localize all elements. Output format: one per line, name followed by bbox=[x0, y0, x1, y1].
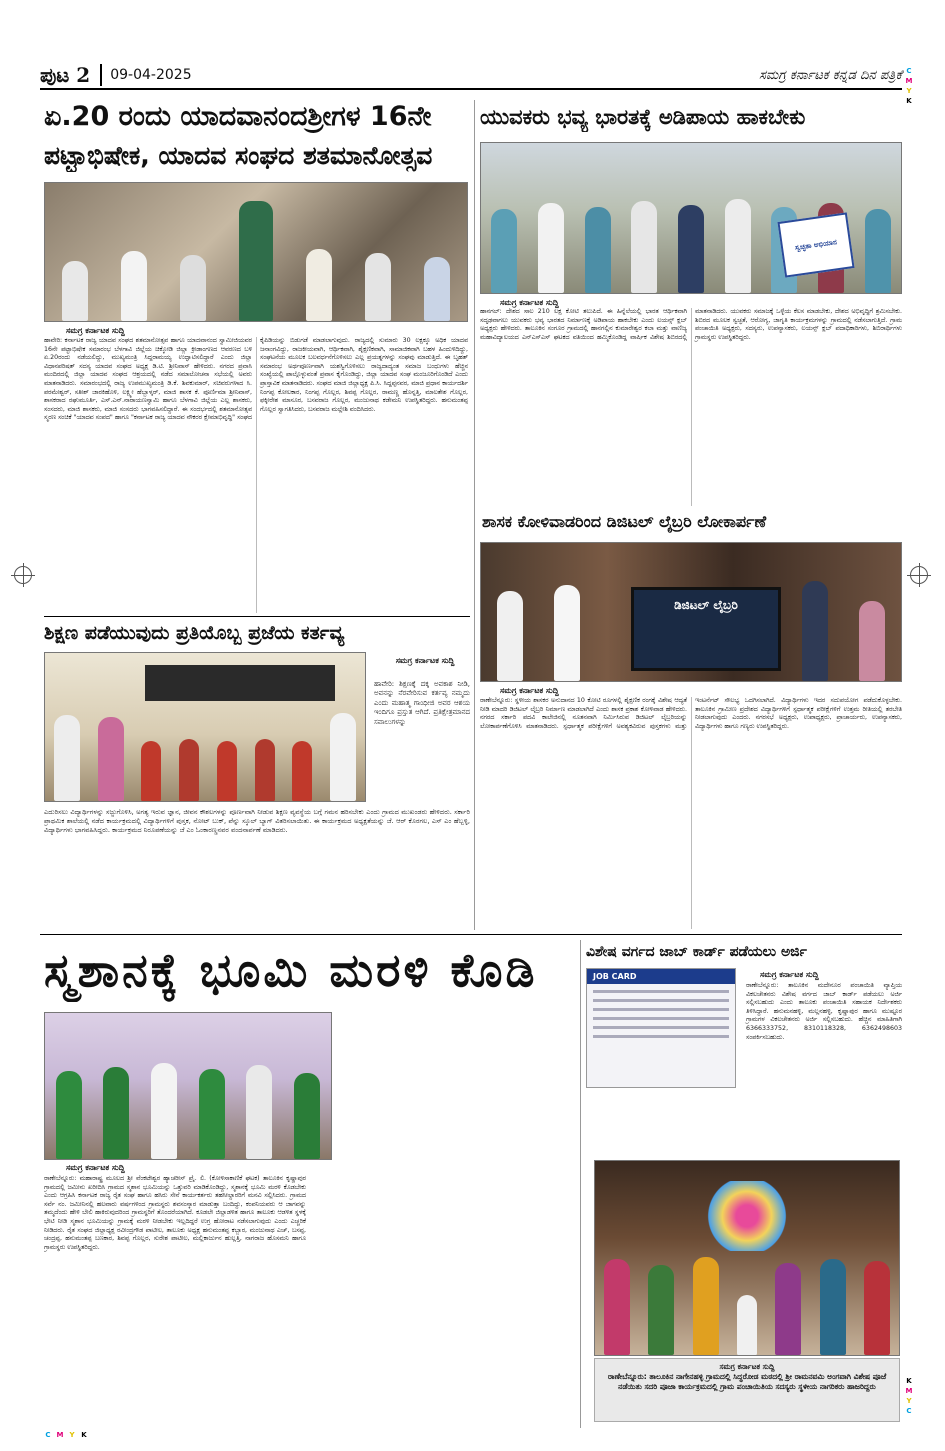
story1-headline-line2: ಪಟ್ಟಾಭಿಷೇಕ, ಯಾದವ ಸಂಘದ ಶತಮಾನೋತ್ಸವ bbox=[44, 141, 433, 170]
story4-byline: ಸಮಗ್ರ ಕರ್ನಾಟಕ ಸುದ್ದಿ bbox=[395, 656, 455, 665]
cmyk-k3: K bbox=[81, 1431, 87, 1439]
masthead bbox=[40, 62, 902, 90]
story6-headline: ವಿಶೇಷ ವರ್ಗದ ಜಾಬ್ ಕಾರ್ಡ್ ಪಡೆಯಲು ಅರ್ಜಿ bbox=[586, 944, 807, 960]
cmyk-m2: M bbox=[905, 1387, 913, 1395]
story4-body: ಎದುರಿಸಲು ವಿದ್ಯಾರ್ಥಿಗಳನ್ನು ಸಜ್ಜುಗೊಳಿಸಿ, ಅಗತ್ಯ ಇರುವ ಜ್ಞಾನ, ಜೀವನ ಕೌಶಲಗಳನ್ನು ಪೂರ್ಣವಾಗಿ ನೀಡುವ ಶಿಕ್ಷಣ ವ್ಯವಸ್ಥೆಯ ಬಗ್ಗೆ ಗಮನ ಹರಿಸಬೇಕು ಎಂದು ಗ್ರಾಮದ ಮುಖಂಡರು ಹೇಳಿದರು. ಸರ್ಕಾರಿ ಪ್ರಾಥಮಿಕ ಶಾಲೆಯಲ್ಲಿ ನಡೆದ ಕಾರ್ಯಕ್ರಮದಲ್ಲಿ ವಿದ್ಯಾರ್ಥಿಗಳಿಗೆ ಪುಸ್ತಕ, ನೋಟ್ ಬುಕ್, ಪೆನ್ನು ಸ್ಕೂಲ್ ಬ್ಯಾಗ್ ವಿತರಿಸಲಾಯಿತು. ಈ ಕಾರ್ಯಕ್ರಮದ ಅಧ್ಯಕ್ಷತೆಯನ್ನು ಜೆ. ಆರ್ ಕೊರಗಲ, ಎಸ್ ಎಂ ಹೆಬ್ಬಳ್ಳಿ, ವಿದ್ಯಾರ್ಥಿಗಳು ಭಾಗವಹಿಸಿದ್ದರು. ಕಾರ್ಯಕ್ರಮದ ನಿರೂಪಣೆಯನ್ನು ಜೆ ಎಂ ಓಂಕಾರಣ್ಣನವರ ವಂದನಾರ್ಪಣೆ ಮಾಡಿದರು. bbox=[44, 808, 470, 834]
story5-body-wrap bbox=[44, 1011, 576, 1423]
story2-headline: ಯುವಕರು ಭವ್ಯ ಭಾರತಕ್ಕೆ ಅಡಿಪಾಯ ಹಾಕಬೇಕು bbox=[480, 105, 806, 129]
cmyk-y: Y bbox=[906, 87, 912, 95]
cmyk-strip-footer bbox=[42, 1430, 102, 1440]
story4-top-rule bbox=[44, 616, 470, 617]
story2-byline: ಸಮಗ್ರ ಕರ್ನಾಟಕ ಸುದ್ದಿ bbox=[500, 298, 559, 307]
registration-mark-left bbox=[14, 566, 32, 584]
cmyk-m: M bbox=[905, 77, 913, 85]
story6-byline: ಸಮಗ್ರ ಕರ್ನಾಟಕ ಸುದ್ದಿ bbox=[760, 970, 819, 979]
bottom-column-divider bbox=[580, 940, 581, 1428]
cmyk-y3: Y bbox=[69, 1431, 75, 1439]
story3-photo bbox=[480, 542, 902, 682]
story5-byline: ಸಮಗ್ರ ಕರ್ನಾಟಕ ಸುದ್ದಿ bbox=[66, 1163, 125, 1172]
story5-headline: ಸ್ಮಶಾನಕ್ಕೆ ಭೂಮಿ ಮರಳಿ ಕೊಡಿ bbox=[44, 943, 538, 997]
column-divider bbox=[474, 100, 475, 930]
cmyk-y2: Y bbox=[906, 1397, 912, 1405]
story4-lead: ಹಾವೇರಿ: ಶಿಕ್ಷಣಕ್ಕೆ ದಕ್ಕ ಅವಕಾಶ ನೀಡಿ, ಅವನನ್ನು ನೆರವೇರಿಸುವ ಕರ್ತವ್ಯ ನಮ್ಮದು ಎಂದು ಮಹಾತ್ಮ ಗಾಂಧೀಜಿ ಅವರ ಆಶಯ ಇಂದಿಗೂ ಪ್ರಸ್ತುತ ಆಗಿದೆ. ಪ್ರತಿಕ್ಷೇತ್ರಮಾನದ ಸವಾಲುಗಳನ್ನು bbox=[374, 680, 470, 726]
ramanavami-caption bbox=[594, 1358, 900, 1422]
story1-photo bbox=[44, 182, 468, 322]
story5-photo-spacer bbox=[44, 1011, 306, 1175]
cmyk-m3: M bbox=[56, 1431, 64, 1439]
cmyk-strip-bottom bbox=[904, 1376, 914, 1416]
cmyk-c: C bbox=[906, 67, 912, 75]
story6-body-wrap bbox=[586, 982, 902, 1142]
page-label: ಪುಟ 2 bbox=[40, 63, 91, 87]
story4-photo bbox=[44, 652, 366, 802]
masthead-divider bbox=[100, 64, 102, 86]
story3-headline: ಶಾಸಕ ಕೋಳಿವಾಡರಿಂದ ಡಿಜಿಟಲ್ ಲೈಬ್ರರಿ ಲೋಕಾರ್ಪಣೆ bbox=[482, 512, 767, 531]
bottom-section-rule bbox=[40, 934, 902, 935]
story1-byline: ಸಮಗ್ರ ಕರ್ನಾಟಕ ಸುದ್ದಿ bbox=[66, 326, 125, 335]
story3-body: ರಾಣೇಬೆನ್ನೂರು: ಸ್ಥಳೀಯ ಶಾಸಕರ ಅನುದಾನದ 10 ಕೋಟಿ ರೂಗಳಲ್ಲಿ ಶೈಕ್ಷಣಿಕ ರಂಗಕ್ಕೆ ವಿಶೇಷ ಆದ್ಯತೆ ನೀಡಿ ಮಾದರಿ ಡಿಜಿಟಲ್ ಲೈಬ್ರರಿ ನಿರ್ಮಾಣ ಮಾಡಲಾಗಿದೆ ಎಂದು ಶಾಸಕ ಪ್ರಕಾಶ ಕೋಳಿವಾಡ ಹೇಳಿದರು. ನಗರದ ಸರ್ಕಾರಿ ಪದವಿ ಕಾಲೇಜಿನಲ್ಲಿ ನೂತನವಾಗಿ ನಿರ್ಮಿಸಿರುವ ಡಿಜಿಟಲ್ ಲೈಬ್ರರಿಯನ್ನು ಲೋಕಾರ್ಪಣೆಗೊಳಿಸಿ ಮಾತನಾಡಿದರು. ಸ್ಪರ್ಧಾತ್ಮಕ ಪರೀಕ್ಷೆಗಳಿಗೆ ಅವಶ್ಯಕವಿರುವ ಪುಸ್ತಕಗಳು ಮತ್ತು ಇಂಟರ್ನೆಟ್ ಸೌಲಭ್ಯ ಒದಗಿಸಲಾಗಿದೆ. ವಿದ್ಯಾರ್ಥಿಗಳು ಇದರ ಸದುಪಯೋಗ ಪಡೆದುಕೊಳ್ಳಬೇಕು. ತಾಲೂಕಿನ ಗ್ರಾಮೀಣ ಪ್ರದೇಶದ ವಿದ್ಯಾರ್ಥಿಗಳಿಗೆ ಸ್ಪರ್ಧಾತ್ಮಕ ಪರೀಕ್ಷೆಗಳಿಗೆ ಉತ್ತಮ ರೀತಿಯಲ್ಲಿ ತರಬೇತಿ ನೀಡಲಾಗುವುದು ಎಂದರು. ನಗರಸಭೆ ಅಧ್ಯಕ್ಷರು, ಉಪಾಧ್ಯಕ್ಷರು, ಪ್ರಾಚಾರ್ಯರು, ಉಪನ್ಯಾಸಕರು, ವಿದ್ಯಾರ್ಥಿಗಳು ಹಾಗೂ ಗಣ್ಯರು ಉಪಸ್ಥಿತರಿದ್ದರು. bbox=[480, 697, 902, 730]
story1-headline-line1: ಏ.20 ರಂದು ಯಾದವಾನಂದಶ್ರೀಗಳ 16ನೇ bbox=[44, 101, 432, 132]
cmyk-c3: C bbox=[45, 1431, 51, 1439]
story1-body: ಹಾವೇರಿ: ಕರ್ನಾಟಕ ರಾಜ್ಯ ಯಾದವ ಸಂಘದ ಶತಮಾನೋತ್ಸವ ಹಾಗೂ ಯಾದವಾನಂದ ಸ್ವಾಮೀಜಿಯವರ 16ನೇ ಪಟ್ಟಾಭಿಷೇಕ ಸಮಾರಂಭ ಬೆಳಗಾವಿ ಜಿಲ್ಲೆಯ ಚಿಕ್ಕೋಡಿ ಜಿಲ್ಲಾ ಕ್ರೀಡಾಂಗಣದ ಆವರಣದ ಬಳಿ ಏ.20ರಂದು ನಡೆಯಲಿದ್ದು, ಮುಖ್ಯಮಂತ್ರಿ ಸಿದ್ದರಾಮಯ್ಯ ಉದ್ಘಾಟಿಸಲಿದ್ದಾರೆ ಎಂದು ಜಿಲ್ಲಾ ವಿಧಾನಪರಿಷತ್ ಸದಸ್ಯ ಯಾದವ ಸಂಘದ ಅಧ್ಯಕ್ಷ ಡಿ.ಟಿ. ಶ್ರೀನಿವಾಸ್ ಹೇಳಿದರು. ನಗರದ ಪ್ರವಾಸಿ ಮಂದಿರದಲ್ಲಿ ಜಿಲ್ಲಾ ಯಾದವ ಸಂಘದ ಆಶ್ರಯದಲ್ಲಿ ನಡೆದ ಸಮಾಲೋಚನಾ ಸಭೆಯಲ್ಲಿ ಅವರು ಮಾತನಾಡಿದರು. ಸಮಾರಂಭದಲ್ಲಿ ರಾಜ್ಯ ಉಪಮುಖ್ಯಮಂತ್ರಿ ಡಿ.ಕೆ. ಶಿವಕುಮಾರ್, ಸಚಿವರುಗಳಾದ ಸಿ. ಪರಮೇಶ್ವರ್, ಸತೀಶ್ ಜಾರಕಿಹೊಳಿ, ಲಕ್ಷ್ಮೀ ಹೆಬ್ಬಾಳ್ಕರ್, ಮಾಜಿ ಶಾಸಕ ಕೆ. ಪೂರ್ಣಿಮಾ ಶ್ರೀನಿವಾಸ್, ಶಾಸಕರಾದ ರಘುಮೂರ್ತಿ, ಎಸ್.ಎನ್.ನಾರಾಯಣಸ್ವಾಮಿ ಹಾಗೂ ಬೆಳಗಾವಿ ಜಿಲ್ಲೆಯ ಎಲ್ಲ ಶಾಸಕರು, ಸಂಸದರು, ಮಾಜಿ ಶಾಸಕರು, ಮಾಜಿ ಸಂಸದರು ಭಾಗವಹಿಸಲಿದ್ದಾರೆ. ಈ ಸಂದರ್ಭದಲ್ಲಿ ಶತಮಾನೋತ್ಸವ ಸ್ಮರಣ ಸಂಚಿಕೆ "ಯಾದವ ಸಂಪದ" ಹಾಗೂ "ಕರ್ನಾಟಕ ರಾಜ್ಯ ಯಾದವ ನೌಕರರ ಕ್ಷೇಮಾಭಿವೃದ್ಧಿ" ಸಂಘದ ಕೈಪಿಡಿಯನ್ನು ಬಿಡುಗಡೆ ಮಾಡಲಾಗುವುದು. ರಾಜ್ಯದಲ್ಲಿ ಸುಮಾರು 30 ಲಕ್ಷಕ್ಕೂ ಅಧಿಕ ಯಾದವ ಜನಾಂಗವಿದ್ದು, ರಾಜಕೀಯವಾಗಿ, ಆರ್ಥಿಕವಾಗಿ, ಶೈಕ್ಷಣಿಕವಾಗಿ, ಸಾಮಾಜಿಕವಾಗಿ ಬಹಳ ಹಿಂದುಳಿದಿದ್ದು, ಸಂಘಟನೆಯ ಮೂಲಕ ಬಲವರ್ಧನೆಗೊಳಿಸಲು ಎಲ್ಲ ಪ್ರಯತ್ನಗಳನ್ನು ಸಂಘವು ಮಾಡುತ್ತಿದೆ. ಈ ಬೃಹತ್ ಸಮಾರಂಭ ಅರ್ಥಪೂರ್ಣವಾಗಿ ಯಶಸ್ವಿಗೊಳಿಸಲು ರಾಜ್ಯದಾದ್ಯಂತ ಸಮಾಜ ಬಂಧುಗಳು ಹೆಚ್ಚಿನ ಸಂಖ್ಯೆಯಲ್ಲಿ ಪಾಲ್ಗೊಳ್ಳುವಂತೆ ಪ್ರವಾಸ ಕೈಗೊಂಡಿದ್ದು, ಜಿಲ್ಲಾ ಯಾದವ ಸಂಘ ಮಂಜೂರಿಗೊಂಡಿದೆ ಎಂದು ಪ್ರಾಸ್ತಾವಿಕ ಮಾತನಾಡಿದರು. ಸಂಘದ ಮಾಜಿ ಜಿಲ್ಲಾಧ್ಯಕ್ಷ ಪಿ.ಸಿ. ಸಿದ್ದಪ್ಪನವರ, ಮಾಜಿ ಪ್ರಧಾನ ಕಾರ್ಯದರ್ಶಿ ನಿಂಗಪ್ಪ ಕೋಲಕಾರ, ನಿಂಗಪ್ಪ ಗೊಲ್ಲರ, ಶಿವಪ್ಪ ಗೊಲ್ಲರ, ರಾಮಣ್ಣ ಹೊನ್ನತ್ತಿ, ಮಾಲತೇಶ ಗೊಲ್ಲರ, ಫಕ್ಕೀರೇಶ ಮಾಸೂರ, ಬಸವರಾಜ ಗೊಲ್ಲರ, ಮಂಜುನಾಥ ಕಡೇಮನಿ ಉಪಸ್ಥಿತರಿದ್ದರು. ಹನುಮಂತಪ್ಪ ಗೊಲ್ಲರ ಸ್ವಾಗತಿಸಿದರು, ಬಸವರಾಜ ಮಲ್ಲೇಶಿ ವಂದಿಸಿದರು. bbox=[44, 337, 468, 422]
story2-body: ಹಾನಗಲ್: ದೇಶದ ಸಾಲ 210 ಲಕ್ಷ ಕೋಟಿ ತಲುಪಿದೆ. ಈ ಹಿನ್ನೆಲೆಯಲ್ಲಿ ಭಾರತ ಆರ್ಥಿಕವಾಗಿ ಸದೃಢವಾಗಲು ಯುವಕರು ಭವ್ಯ ಭಾರತದ ನಿರ್ಮಾಣಕ್ಕೆ ಅಡಿಪಾಯ ಹಾಕಬೇಕು ಎಂದು ಲಯನ್ಸ್ ಕ್ಲಬ್ ಅಧ್ಯಕ್ಷರು ಹೇಳಿದರು. ತಾಲೂಕಿನ ಸಂಗೂರ ಗ್ರಾಮದಲ್ಲಿ ಹಾನಗಲ್ಲಿನ ಕುಮಾರೇಶ್ವರ ಕಲಾ ಮತ್ತು ವಾಣಿಜ್ಯ ಮಹಾವಿದ್ಯಾಲಯದ ಎನ್ಎಸ್ಎಸ್ ಘಟಕದ ವತಿಯಿಂದ ಹಮ್ಮಿಕೊಂಡಿದ್ದ ವಾರ್ಷಿಕ ವಿಶೇಷ ಶಿಬಿರದಲ್ಲಿ ಮಾತನಾಡಿದರು. ಯುವಕರು ಸಮಾಜಕ್ಕೆ ಒಳ್ಳೆಯ ಕೆಲಸ ಮಾಡಬೇಕು, ದೇಶದ ಅಭಿವೃದ್ಧಿಗೆ ಶ್ರಮಿಸಬೇಕು. ಶಿಬಿರದ ಮೂಲಕ ಸ್ವಚ್ಛತೆ, ಆರೋಗ್ಯ, ಜಾಗೃತಿ ಕಾರ್ಯಕ್ರಮಗಳನ್ನು ಗ್ರಾಮದಲ್ಲಿ ನಡೆಸಲಾಗುತ್ತಿದೆ. ಗ್ರಾಮ ಪಂಚಾಯಿತಿ ಅಧ್ಯಕ್ಷರು, ಸದಸ್ಯರು, ಉಪನ್ಯಾಸಕರು, ಲಯನ್ಸ್ ಕ್ಲಬ್ ಪದಾಧಿಕಾರಿಗಳು, ಶಿಬಿರಾರ್ಥಿಗಳು ಗ್ರಾಮಸ್ಥರು ಉಪಸ್ಥಿತರಿದ್ದರು. bbox=[480, 308, 902, 341]
registration-mark-right bbox=[910, 566, 928, 584]
paper-name: ಸಮಗ್ರ ಕರ್ನಾಟಕ ಕನ್ನಡ ದಿನ ಪತ್ರಿಕೆ bbox=[759, 67, 902, 83]
cmyk-strip-top bbox=[904, 66, 914, 106]
story4-headline: ಶಿಕ್ಷಣ ಪಡೆಯುವುದು ಪ್ರತಿಯೊಬ್ಬ ಪ್ರಜೆಯ ಕರ್ತವ್ಯ bbox=[44, 622, 345, 644]
caption-byline: ಸಮಗ್ರ ಕರ್ನಾಟಕ ಸುದ್ದಿ bbox=[719, 1362, 775, 1371]
job-card-title: JOB CARD bbox=[587, 969, 735, 984]
cmyk-c2: C bbox=[906, 1407, 912, 1415]
cmyk-k: K bbox=[906, 97, 912, 105]
story5-body: ರಾಣೇಬೆನ್ನೂರು: ಮಹಾರಾಷ್ಟ್ರ ಮೂಲದ ಶ್ರೀ ವೆಂಕಟೇಶ್ವರ ಹ್ಯಾಚರೀಸ್ ಪ್ರೈ. ಲಿ. (ಕೋಳಿಸಾಕಾಣಿಕೆ ಘಟಕ) ತಾಲೂಕಿನ ಕೃಷ್ಣಾಪುರ ಗ್ರಾಮದಲ್ಲಿ ಜಮೀನು ಖರೀದಿಸಿ ಗ್ರಾಮದ ಸ್ಮಶಾನ ಭೂಮಿಯನ್ನು ಒತ್ತುವರಿ ಮಾಡಿಕೊಂಡಿದ್ದು, ಸ್ಮಶಾನಕ್ಕೆ ಭೂಮಿ ಮರಳಿ ಕೊಡಬೇಕು ಎಂದು ಆಗ್ರಹಿಸಿ ಕರ್ನಾಟಕ ರಾಜ್ಯ ರೈತ ಸಂಘ ಹಾಗೂ ಹಸಿರು ಸೇನೆ ಕಾರ್ಯಕರ್ತರು ತಹಸೀಲ್ದಾರರಿಗೆ ಮನವಿ ಸಲ್ಲಿಸಿದರು. ಗ್ರಾಮದ ಸರ್ವೆ ನಂ. ಜಮೀನಿನಲ್ಲಿ ಹಲವಾರು ವರ್ಷಗಳಿಂದ ಗ್ರಾಮಸ್ಥರು ಶವಸಂಸ್ಕಾರ ಮಾಡುತ್ತಾ ಬಂದಿದ್ದು, ಕಂಪನಿಯವರು ಆ ಜಾಗವನ್ನು ತಮ್ಮದೆಂದು ಹೇಳಿ ಬೇಲಿ ಹಾಕಿರುವುದರಿಂದ ಗ್ರಾಮಸ್ಥರಿಗೆ ತೊಂದರೆಯಾಗಿದೆ. ಕೂಡಲೇ ಜಿಲ್ಲಾಡಳಿತ ಹಾಗೂ ತಾಲೂಕು ಆಡಳಿತ ಸ್ಥಳಕ್ಕೆ ಭೇಟಿ ನೀಡಿ ಸ್ಮಶಾನ ಭೂಮಿಯನ್ನು ಗ್ರಾಮಕ್ಕೆ ಮರಳಿ ನೀಡಬೇಕು ಇಲ್ಲದಿದ್ದರೆ ಉಗ್ರ ಹೋರಾಟ ನಡೆಸಲಾಗುವುದು ಎಂದು ಎಚ್ಚರಿಕೆ ನೀಡಿದರು. ರೈತ ಸಂಘದ ಜಿಲ್ಲಾಧ್ಯಕ್ಷ ರವೀಂದ್ರಗೌಡ ಪಾಟೀಲ, ತಾಲೂಕು ಅಧ್ಯಕ್ಷ ಹನುಮಂತಪ್ಪ ಕಬ್ಬಾರ, ಮಂಜುನಾಥ ಎಚ್, ಬಸಪ್ಪ, ಚಂದ್ರಪ್ಪ, ಹನುಮಂತಪ್ಪ ಬಣಕಾರ, ಶಿವಪ್ಪ ಗೊಲ್ಲರ, ಸುರೇಶ ಪಾಟೀಲ, ಮಲ್ಲಿಕಾರ್ಜುನ ಹುಲ್ಲತ್ತಿ, ನಾಗರಾಜ ಹೊಸಮನಿ ಹಾಗೂ ಗ್ರಾಮಸ್ಥರು ಉಪಸ್ಥಿತರಿದ್ದರು. bbox=[44, 1175, 306, 1251]
story6-body: ರಾಣೇಬೆನ್ನೂರು: ತಾಲೂಕಿನ ಮದೇನೂರ ಪಂಚಾಯಿತಿ ವ್ಯಾಪ್ತಿಯ ವಿಕಲಚೇತನರು ವಿಶೇಷ ವರ್ಗದ ಜಾಬ್ ಕಾರ್ಡ್ ಪಡೆಯಲು ಅರ್ಜಿ ಸಲ್ಲಿಸಬಹುದು ಎಂದು ತಾಲೂಕು ಪಂಚಾಯಿತಿ ಸಹಾಯಕ ನಿರ್ದೇಶಕರು ತಿಳಿಸಿದ್ದಾರೆ. ಹನುಮನಹಳ್ಳಿ, ಮಲ್ಲನಹಳ್ಳಿ, ಕೃಷ್ಣಾಪುರ ಹಾಗೂ ಮುಷ್ಟೂರ ಗ್ರಾಮಗಳ ವಿಕಲಚೇತನರು ಅರ್ಜಿ ಸಲ್ಲಿಸಬಹುದು. ಹೆಚ್ಚಿನ ಮಾಹಿತಿಗಾಗಿ 6366333752, 8310118328, 6362498603 ಸಂಪರ್ಕಿಸಬಹುದು. bbox=[746, 982, 902, 1041]
story3-byline: ಸಮಗ್ರ ಕರ್ನಾಟಕ ಸುದ್ದಿ bbox=[500, 686, 559, 695]
library-screen-title: ಡಿಜಿಟಲ್ ಲೈಬ್ರರಿ bbox=[674, 598, 738, 612]
cmyk-k2: K bbox=[906, 1377, 912, 1385]
story2-banner: ಸ್ವಚ್ಛತಾ ಅಭಿಯಾನ bbox=[777, 212, 854, 277]
issue-date: 09-04-2025 bbox=[110, 67, 192, 83]
ramanavami-photo bbox=[594, 1160, 900, 1356]
story2-photo bbox=[480, 142, 902, 294]
caption-text: ರಾಣೇಬೆನ್ನೂರು: ತಾಲೂಕಿನ ನಾಗೇನಹಳ್ಳಿ ಗ್ರಾಮದಲ್ಲಿ ಸಿದ್ಧರೋಡ ಮಠದಲ್ಲಿ ಶ್ರೀ ರಾಮನವಮಿ ಅಂಗವಾಗಿ ವಿಶೇಷ ಪೂಜೆ ನಡೆಯಿತು ಸದರಿ ಪೂಜಾ ಕಾರ್ಯಕ್ರಮದಲ್ಲಿ ಗ್ರಾಮ ಪಂಚಾಯಿತಿಯ ಸದಸ್ಯರು ಸ್ಥಳೀಯ ನಾಗರಿಕರು ಹಾಜರಿದ್ದರು bbox=[607, 1372, 887, 1391]
